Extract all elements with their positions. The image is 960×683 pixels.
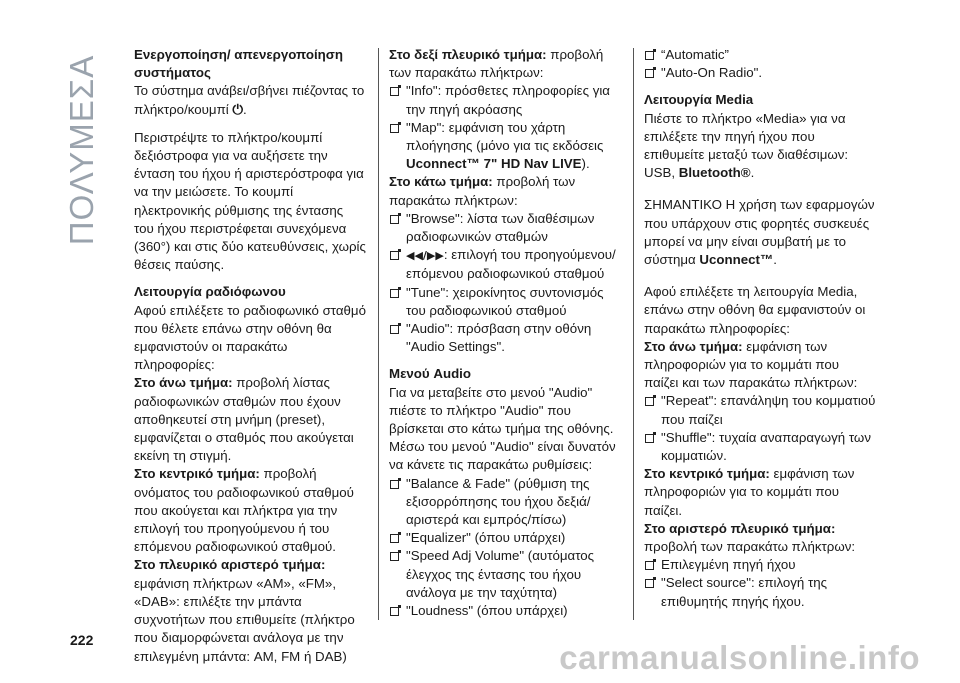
column-divider bbox=[378, 48, 379, 620]
heading-audio-menu: Μενού Audio bbox=[389, 366, 472, 382]
list-item: "Speed Adj Volume" (αυτόματος έλεγχος της έντασης του ήχου ανάλογα με την ταχύτητα) bbox=[389, 547, 621, 602]
heading-radio: Λειτουργία ραδιόφωνου bbox=[134, 284, 286, 300]
column-3 bbox=[644, 46, 876, 611]
bullet-icon bbox=[390, 552, 399, 561]
bullet-icon bbox=[390, 215, 399, 224]
paragraph: Αφού επιλέξετε τη λειτουργία Media, επάνω στην οθόνη θα εμφανιστούν οι παρακάτω πληροφορίες: bbox=[644, 284, 866, 336]
heading-media: Λειτουργία Media bbox=[644, 92, 754, 108]
bullet-icon bbox=[645, 579, 654, 588]
list-item: "Shuffle": τυχαία αναπαραγωγή των κομματιών. bbox=[644, 429, 876, 465]
paragraph: Στο κεντρικό τμήμα: εμφάνιση των πληροφοριών για το κομμάτι που παίζει. bbox=[644, 466, 855, 518]
prev-next-icon: ◀◀/▶▶ bbox=[406, 249, 444, 263]
list-item: “Automatic” bbox=[644, 46, 876, 64]
footer-watermark bbox=[0, 637, 960, 683]
bullet-icon bbox=[390, 325, 399, 334]
column-1 bbox=[134, 46, 366, 666]
section-title-text: ΠΟΛΥΜΕΣΑ bbox=[63, 54, 100, 246]
watermark-text: carmanualsonline.info bbox=[559, 639, 920, 676]
paragraph: εμφάνιση πλήκτρων «AM», «FM», «DAB»: επιλέξτε την μπάντα συχνοτήτων που επιθυμείτε (πλήκτρο που διαμορφώνεται ανάλογα με την επιλεγμένη μπάντα: AM, FM ή DAB) bbox=[134, 575, 355, 664]
bullet-icon bbox=[645, 434, 654, 443]
paragraph: Το σύστημα ανάβει/σβήνει πιέζοντας το πλήκτρο/κουμπί ⏻. bbox=[134, 83, 365, 118]
bullet-icon bbox=[390, 534, 399, 543]
bullet-icon bbox=[390, 124, 399, 133]
list-item: "Balance & Fade" (ρύθμιση της εξισορρόπησης του ήχου δεξιά/αριστερά και εμπρός/πίσω) bbox=[389, 475, 621, 530]
page-number: 222 bbox=[70, 632, 94, 648]
paragraph: Περιστρέψτε το πλήκτρο/κουμπί δεξιόστροφα για να αυξήσετε την ένταση του ήχου ή αριστερόστροφα για να την μειώσετε. Το κουμπί ηλεκτρονικής ρύθμισης της έντασης του ήχου περιστρέφεται συνεχόμενα (360°) και στις δύο κατευθύνσεις, χωρίς θέσεις παύσης. bbox=[134, 129, 366, 273]
bullet-icon bbox=[390, 480, 399, 489]
paragraph: Στο κάτω τμήμα: προβολή των παρακάτω πλήκτρων: bbox=[389, 174, 576, 208]
power-icon: ⏻ bbox=[232, 102, 243, 118]
list-item: "Equalizer" (όπου υπάρχει) bbox=[389, 529, 621, 547]
important-note: ΣΗΜΑΝΤΙΚΟ Η χρήση των εφαρμογών που υπάρχουν στις φορητές συσκευές μπορεί να μην είναι συμβατή με το σύστημα Uconnect™. bbox=[644, 197, 875, 268]
section-title bbox=[62, 20, 102, 280]
list-item: "Map": εμφάνιση του χάρτη πλοήγησης (μόνο για τις εκδόσεις Uconnect™ 7" HD Nav LIVE). bbox=[389, 119, 621, 174]
bullet-icon bbox=[390, 289, 399, 298]
paragraph: Για να μεταβείτε στο μενού "Audio" πιέστε το πλήκτρο "Audio" που βρίσκεται στο κάτω τμήμα της οθόνης. Μέσω του μενού "Audio" είναι δυνατόν να κάνετε τις παρακάτω ρυθμίσεις: bbox=[389, 384, 616, 473]
bullet-icon bbox=[390, 87, 399, 96]
list-item: "Browse": λίστα των διαθέσιμων ραδιοφωνικών σταθμών bbox=[389, 210, 621, 246]
subheading: Στο πλευρικό αριστερό τμήμα: bbox=[134, 557, 326, 573]
paragraph: Πιέστε το πλήκτρο «Media» για να επιλέξετε την πηγή ήχου που επιθυμείτε μεταξύ των διαθέσιμων: USB, Bluetooth®. bbox=[644, 110, 849, 181]
paragraph: Στο δεξί πλευρικό τμήμα: προβολή των παρακάτω πλήκτρων: bbox=[389, 47, 604, 81]
bullet-icon bbox=[390, 607, 399, 616]
bullet-icon bbox=[645, 561, 654, 570]
column-2 bbox=[389, 46, 621, 620]
subheading: Στο αριστερό πλευρικό τμήμα: bbox=[644, 520, 836, 536]
list-item: "Info": πρόσθετες πληροφορίες για την πηγή ακρόασης bbox=[389, 82, 621, 118]
heading-power: Ενεργοποίηση/ απενεργοποίηση συστήματος bbox=[134, 47, 344, 81]
paragraph: Στο άνω τμήμα: εμφάνιση των πληροφοριών για το κομμάτι που παίζει και των παρακάτω πλήκτρων: bbox=[644, 338, 858, 391]
list-item: "Select source": επιλογή της επιθυμητής πηγής ήχου. bbox=[644, 574, 876, 610]
list-item: ◀◀/▶▶: επιλογή του προηγούμενου/επόμενου ραδιοφωνικού σταθμού bbox=[389, 246, 621, 283]
list-item: "Repeat": επανάληψη του κομματιού που παίζει bbox=[644, 392, 876, 428]
paragraph: Στο κεντρικό τμήμα: προβολή ονόματος του ραδιοφωνικού σταθμού που ακούγεται και πλήκτρα για την επιλογή του προηγούμενου ή του επόμενου ραδιοφωνικού σταθμού. bbox=[134, 466, 354, 555]
list-item: "Auto-On Radio". bbox=[644, 64, 876, 82]
list-item: "Loudness" (όπου υπάρχει) bbox=[389, 602, 621, 620]
bullet-icon bbox=[645, 69, 654, 78]
paragraph: Αφού επιλέξετε το ραδιοφωνικό σταθμό που θέλετε επάνω στην οθόνη θα εμφανιστούν οι παρακάτω πληροφορίες: bbox=[134, 302, 366, 373]
paragraph: προβολή των παρακάτω πλήκτρων: bbox=[644, 539, 856, 555]
bullet-icon bbox=[645, 51, 654, 60]
list-item: "Tune": χειροκίνητος συντονισμός του ραδιοφωνικού σταθμού bbox=[389, 284, 621, 320]
paragraph: Στο άνω τμήμα: προβολή λίστας ραδιοφωνικών σταθμών που έχουν αποθηκευτεί στη μνήμη (preset), εμφανίζεται ο σταθμός που ακούγεται εκείνη τη στιγμή. bbox=[134, 375, 354, 464]
bullet-icon bbox=[390, 251, 399, 260]
list-item: "Audio": πρόσβαση στην οθόνη "Audio Settings". bbox=[389, 320, 621, 356]
column-divider bbox=[633, 48, 634, 620]
bullet-icon bbox=[645, 397, 654, 406]
list-item: Επιλεγμένη πηγή ήχου bbox=[644, 556, 876, 574]
